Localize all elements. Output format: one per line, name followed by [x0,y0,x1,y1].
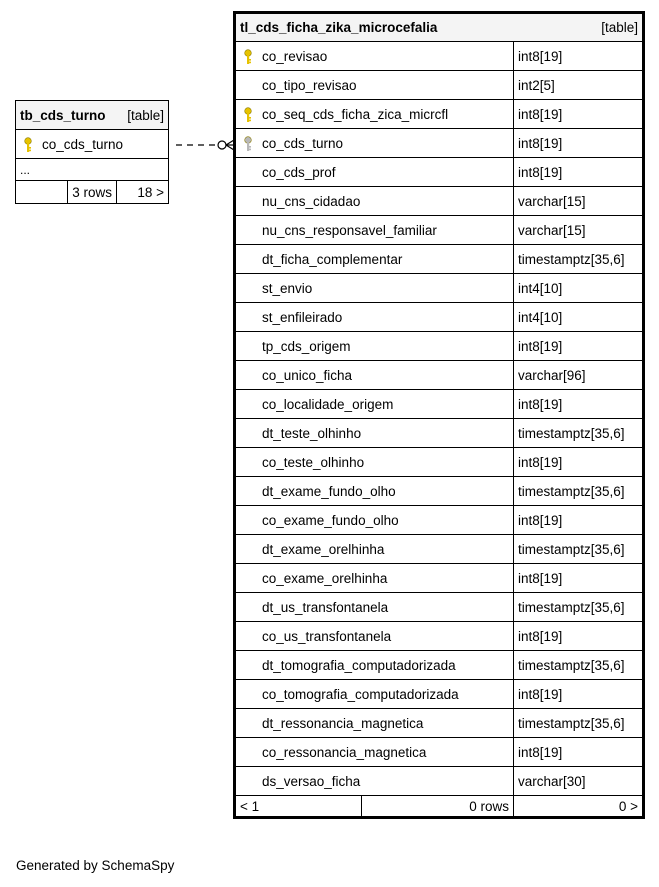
column-name[interactable] [235,506,514,535]
column-type: timestamptz[35,6] [514,651,644,680]
column-name[interactable] [235,709,514,738]
column-type: timestamptz[35,6] [514,535,644,564]
column-row[interactable] [235,448,644,477]
column-type: int8[19] [514,42,644,71]
column-row[interactable] [235,593,644,622]
column-name-text: st_envio [262,280,313,296]
table-title[interactable]: tb_cds_turno [20,107,106,123]
table-footer [16,181,169,204]
column-row[interactable] [235,274,644,303]
column-row[interactable] [235,129,644,158]
column-name-text: dt_exame_orelhinha [262,541,385,557]
rows-count: 3 rows [68,181,117,204]
column-row[interactable] [16,130,169,159]
column-type: int8[19] [514,390,644,419]
column-name-text: nu_cns_cidadao [262,193,361,209]
foreign-key-icon [243,136,253,152]
column-name-text: dt_exame_fundo_olho [262,483,396,499]
column-row[interactable] [235,506,644,535]
primary-key-icon [23,137,33,153]
column-row[interactable] [235,680,644,709]
column-name[interactable] [235,622,514,651]
table-footer [235,796,644,818]
column-name[interactable] [235,419,514,448]
relationship-zero-many-circle [218,141,226,149]
column-name[interactable] [235,564,514,593]
column-name-text: st_enfileirado [262,309,343,325]
column-name-text: co_ressonancia_magnetica [262,744,427,760]
column-name[interactable] [235,274,514,303]
column-type: timestamptz[35,6] [514,245,644,274]
column-row[interactable] [235,419,644,448]
column-name[interactable] [235,158,514,187]
column-name[interactable] [235,535,514,564]
column-row[interactable] [235,535,644,564]
generated-by-label: Generated by SchemaSpy [16,858,175,873]
column-name[interactable] [235,651,514,680]
column-name[interactable] [235,245,514,274]
column-row[interactable] [235,332,644,361]
table-tl-cds-ficha-zika-microcefalia[interactable] [233,11,645,819]
children-count[interactable]: 18 > [117,181,169,204]
column-name[interactable] [235,390,514,419]
column-name-text: co_localidade_origem [262,396,394,412]
column-type: int2[5] [514,71,644,100]
column-type: timestamptz[35,6] [514,419,644,448]
column-name[interactable] [235,42,514,71]
column-name-text: dt_ressonancia_magnetica [262,715,424,731]
column-name-text: co_tomografia_computadorizada [262,686,459,702]
column-name[interactable] [16,130,169,159]
column-name-text: dt_ficha_complementar [262,251,403,267]
parents-count[interactable]: < 1 [235,796,362,818]
column-name-text: co_cds_prof [262,164,336,180]
column-name[interactable] [235,187,514,216]
column-row[interactable] [235,651,644,680]
column-type: varchar[15] [514,216,644,245]
column-type: int8[19] [514,564,644,593]
column-name-text: co_exame_fundo_olho [262,512,399,528]
column-name[interactable] [235,332,514,361]
column-name-text: co_unico_ficha [262,367,353,383]
column-row[interactable] [235,361,644,390]
column-name[interactable] [235,767,514,796]
ellipsis-row [16,159,169,181]
column-name-text: dt_us_transfontanela [262,599,389,615]
column-name-text: co_cds_turno [262,135,344,151]
ellipsis: ... [16,159,169,181]
column-name-text: nu_cns_responsavel_familiar [262,222,437,238]
column-name-text: co_exame_orelhinha [262,570,388,586]
column-row[interactable] [235,767,644,796]
column-type: int8[19] [514,738,644,767]
column-type: int8[19] [514,448,644,477]
column-name[interactable] [235,477,514,506]
column-type: int8[19] [514,506,644,535]
column-type: int8[19] [514,158,644,187]
column-type: int4[10] [514,303,644,332]
column-row[interactable] [235,216,644,245]
rows-count: 0 rows [362,796,514,818]
column-name-text: dt_tomografia_computadorizada [262,657,456,673]
parents-count [16,181,68,204]
children-count: 0 > [514,796,644,818]
column-type: int8[19] [514,129,644,158]
column-name[interactable] [235,100,514,129]
column-name[interactable] [235,216,514,245]
column-type: int8[19] [514,622,644,651]
column-name[interactable] [235,129,514,158]
column-name-text: tp_cds_origem [262,338,351,354]
column-type: varchar[15] [514,187,644,216]
column-row[interactable] [235,390,644,419]
column-type: varchar[96] [514,361,644,390]
column-name-text: co_teste_olhinho [262,454,365,470]
column-row[interactable] [235,158,644,187]
column-row[interactable] [235,564,644,593]
column-type: int4[10] [514,274,644,303]
column-type: int8[19] [514,680,644,709]
primary-key-icon [243,107,253,123]
column-name-text: co_revisao [262,48,328,64]
column-row[interactable] [235,245,644,274]
column-type: timestamptz[35,6] [514,593,644,622]
column-name-text: co_seq_cds_ficha_zica_micrcfl [262,106,449,122]
table-header [16,101,169,130]
table-tag: [table] [127,107,164,123]
column-row[interactable] [235,303,644,332]
column-name[interactable] [235,361,514,390]
column-name[interactable] [235,593,514,622]
column-name-text: dt_teste_olhinho [262,425,362,441]
table-header [235,13,644,42]
column-row[interactable] [235,100,644,129]
column-row[interactable] [235,738,644,767]
table-title-cell [235,13,644,42]
column-type: timestamptz[35,6] [514,477,644,506]
column-name[interactable] [235,71,514,100]
column-row[interactable] [235,709,644,738]
column-row[interactable] [235,42,644,71]
column-row[interactable] [235,477,644,506]
table-tb-cds-turno[interactable] [15,100,169,204]
column-row[interactable] [235,187,644,216]
column-name-text: co_us_transfontanela [262,628,392,644]
column-type: timestamptz[35,6] [514,709,644,738]
column-name[interactable] [235,303,514,332]
column-type: int8[19] [514,332,644,361]
column-name-text: co_tipo_revisao [262,77,357,93]
column-name[interactable] [235,680,514,709]
column-name-text: ds_versao_ficha [262,773,361,789]
column-row[interactable] [235,71,644,100]
column-type: varchar[30] [514,767,644,796]
column-name-text: co_cds_turno [42,136,124,152]
column-name[interactable] [235,738,514,767]
primary-key-icon [243,49,253,65]
table-title-cell [16,101,169,130]
table-tag: [table] [601,20,639,35]
column-row[interactable] [235,622,644,651]
column-name[interactable] [235,448,514,477]
table-title[interactable]: tl_cds_ficha_zika_microcefalia [240,20,438,35]
column-type: int8[19] [514,100,644,129]
